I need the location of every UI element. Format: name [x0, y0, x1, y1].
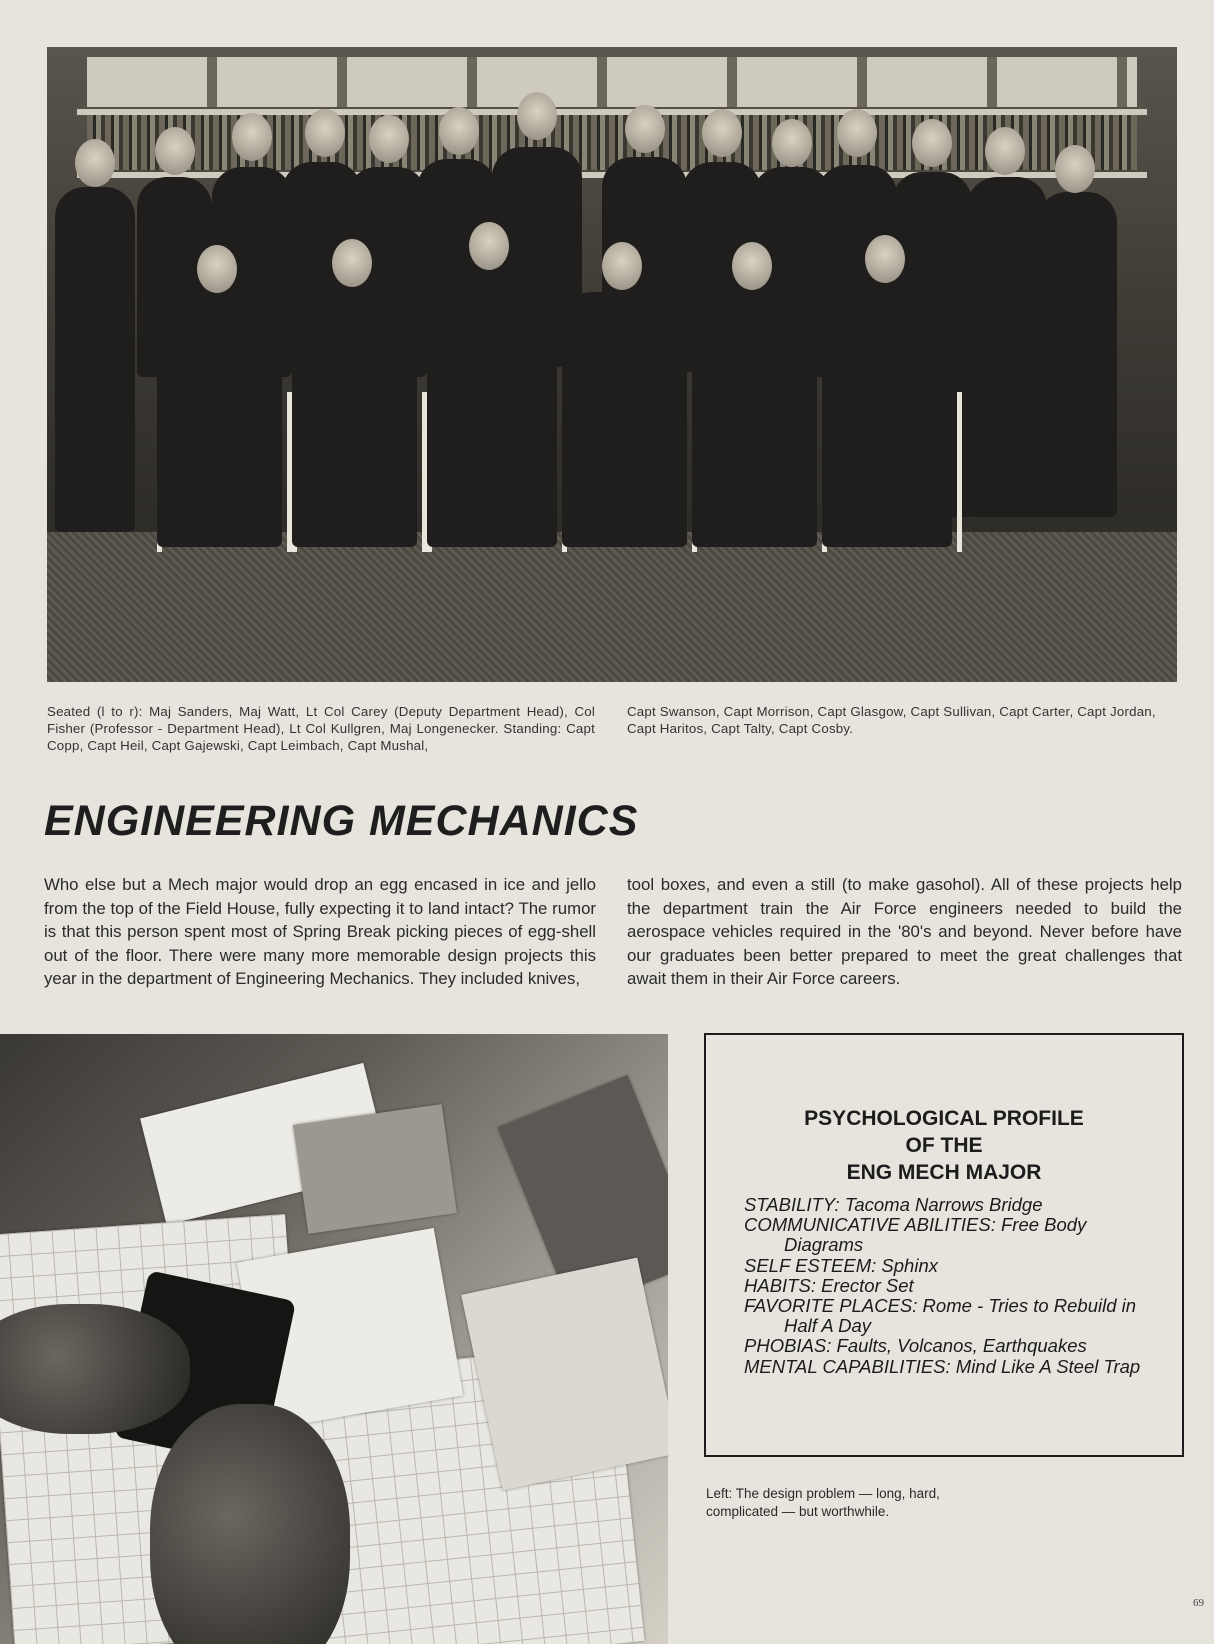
- person-head: [1055, 145, 1095, 193]
- profile-item-favorite-places: FAVORITE PLACES: Rome - Tries to Rebuild in Half A Day: [744, 1295, 1137, 1337]
- seated-person: [822, 287, 952, 547]
- right-hand: [150, 1404, 350, 1644]
- person-head: [155, 127, 195, 175]
- profile-item-habits: HABITS: Erector Set: [744, 1274, 914, 1296]
- seated-person: [562, 292, 687, 547]
- carpet-floor: [47, 532, 1177, 682]
- profile-title: [706, 1105, 1182, 1186]
- person-head: [732, 242, 772, 290]
- group-photo-caption-right: Capt Swanson, Capt Morrison, Capt Glasgow, Capt Sullivan, Capt Carter, Capt Jordan, Capt Haritos, Capt Talty, Capt Cosby.: [627, 704, 1156, 736]
- person-head: [602, 242, 642, 290]
- design-photo-caption: Left: The design problem — long, hard, complicated — but worthwhile.: [706, 1486, 940, 1519]
- seated-person: [692, 292, 817, 547]
- profile-title-line: ENG MECH MAJOR: [846, 1161, 1042, 1184]
- left-hand: [0, 1304, 190, 1434]
- photo-stack: [293, 1104, 457, 1234]
- person-head: [912, 119, 952, 167]
- seated-person: [157, 297, 282, 547]
- profile-item-phobias: PHOBIAS: Faults, Volcanos, Earthquakes: [744, 1335, 1087, 1357]
- page-title: ENGINEERING MECHANICS: [44, 797, 639, 845]
- profile-item-stability: STABILITY: Tacoma Narrows Bridge: [744, 1194, 1043, 1215]
- person-head: [75, 139, 115, 187]
- person-head: [837, 109, 877, 157]
- profile-item-self-esteem: SELF ESTEEM: Sphinx: [744, 1254, 938, 1276]
- person-head: [772, 119, 812, 167]
- group-photo-caption-left: Seated (l to r): Maj Sanders, Maj Watt, Lt Col Carey (Deputy Department Head), Col Fisher (Professor - Department Head), Lt Col Kullgren, Maj Longenecker. Standing: Capt Copp, Capt Heil, Capt Gajewski, Capt Leimbach, Capt Mushal,: [47, 704, 595, 753]
- person-head: [197, 245, 237, 293]
- standing-person: [1037, 192, 1117, 517]
- profile-title-line: OF THE: [905, 1134, 983, 1157]
- person-head: [439, 107, 479, 155]
- person-head: [625, 105, 665, 153]
- standing-person: [55, 187, 135, 532]
- page-number: 69: [1193, 1597, 1204, 1609]
- seated-person: [292, 292, 417, 547]
- body-text-right: tool boxes, and even a still (to make gasohol). All of these projects help the department train the Air Force engineers needed to build the aerospace vehicles required in the '80's and beyond. Never before have our graduates been better prepared to meet the great challenges that await them in their Air Force careers.: [627, 875, 1182, 988]
- person-head: [469, 222, 509, 270]
- person-head: [305, 109, 345, 157]
- profile-item-mental-capabilities: MENTAL CAPABILITIES: Mind Like A Steel Trap: [744, 1355, 1141, 1377]
- person-head: [232, 113, 272, 161]
- body-text-left: Who else but a Mech major would drop an egg encased in ice and jello from the top of the Field House, fully expecting it to land intact? The rumor is that this person spent most of Spring Break picking pieces of egg-shell out of the floor. There were many more memorable design projects this year in the department of Engineering Mechanics. They included knives,: [44, 875, 596, 988]
- person-head: [517, 92, 557, 140]
- group-photo: [47, 47, 1177, 682]
- person-head: [865, 235, 905, 283]
- person-head: [369, 115, 409, 163]
- bookshelf-boxes: [87, 57, 1137, 107]
- standing-person: [967, 177, 1047, 517]
- seated-person: [427, 275, 557, 547]
- person-head: [702, 109, 742, 157]
- person-head: [985, 127, 1025, 175]
- profile-list: [744, 1195, 1164, 1377]
- profile-title-line: PSYCHOLOGICAL PROFILE: [804, 1107, 1084, 1130]
- profile-item-communicative-abilities: COMMUNICATIVE ABILITIES: Free Body Diagrams: [744, 1214, 1087, 1256]
- psychological-profile-box: [704, 1033, 1184, 1457]
- person-head: [332, 239, 372, 287]
- design-problem-photo: [0, 1034, 668, 1644]
